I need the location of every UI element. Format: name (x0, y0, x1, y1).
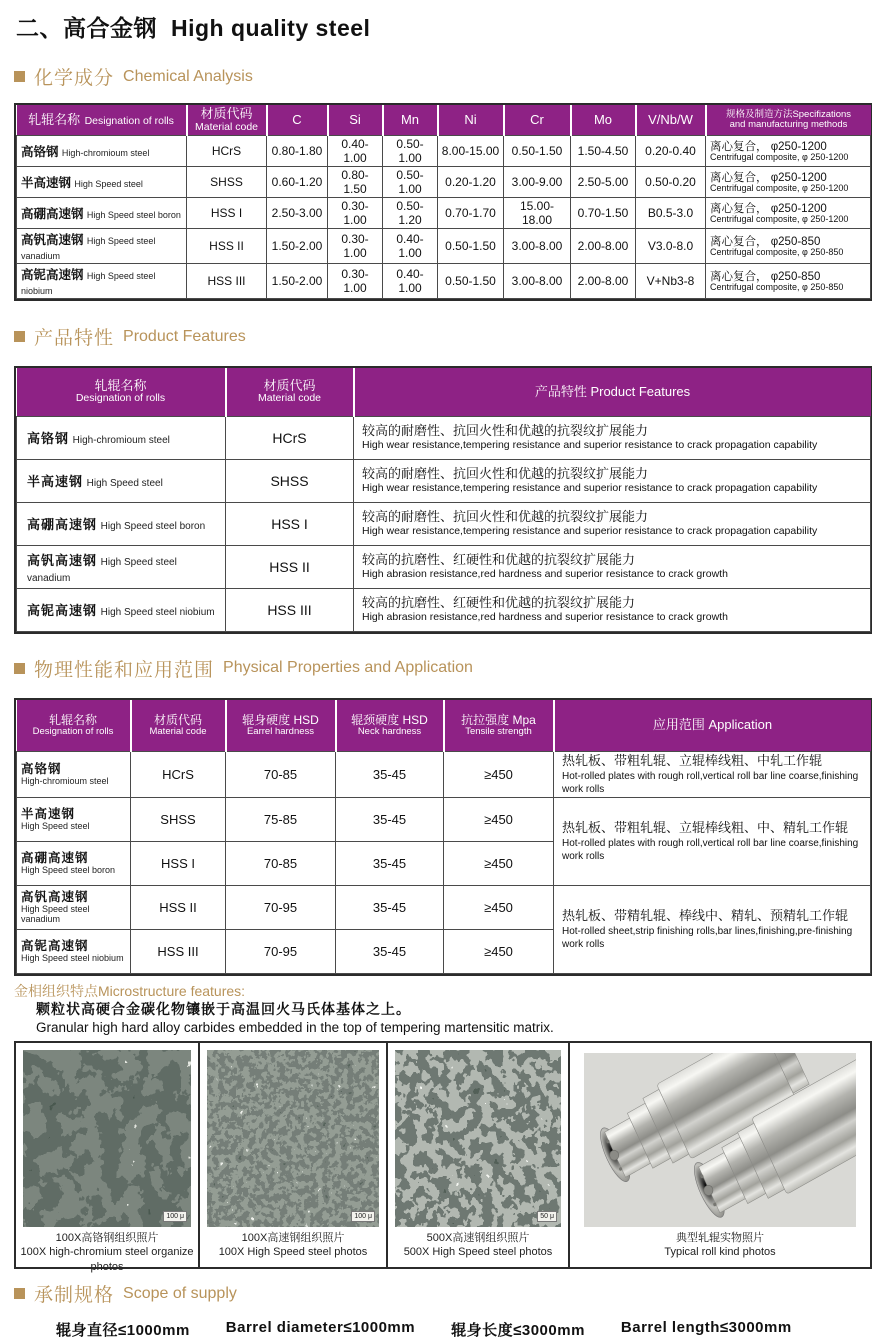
chemical-analysis-table (14, 103, 872, 301)
section-features-zh: 产品特性 (34, 328, 115, 350)
header-tensile-strength: 抗拉强度 Mpa Tensile strength (444, 700, 554, 752)
section-chemical-zh: 化学成分 (34, 68, 115, 89)
micrograph-texture (207, 1050, 379, 1227)
photo-strip (14, 1041, 872, 1273)
section-features-en: Product Features (123, 327, 246, 345)
scale-bar-label: 100 μ (163, 1211, 187, 1222)
header-mn: Mn (383, 105, 438, 136)
photo-caption: 100X高铬钢组织照片 100X high-chromium steel organize photos (20, 1232, 194, 1273)
page-title (16, 10, 872, 43)
header-cr: Cr (504, 105, 571, 136)
photo-caption: 100X高速钢组织照片 100X High Speed steel photos (218, 1232, 368, 1259)
table-row: 高铌高速钢 High Speed steel niobium HSS III 较高的抗磨性、红硬性和优越的抗裂纹扩展能力 High abrasion resistance,red hardness and superior resistance to crack growth (17, 588, 871, 631)
section-supply-en: Scope of supply (123, 1284, 237, 1302)
table-header-row (17, 105, 871, 136)
application-cell: 热轧板、带精轧辊、棒线中、精轧、预精轧工作辊 Hot-rolled sheet,strip finishing rolls,bar lines,finishing,pre-finishing work rolls (554, 886, 871, 974)
barrel-length-zh: 辊身长度≤3000mm (451, 1322, 585, 1340)
catalog-page (0, 10, 886, 1340)
table-row: 半高速钢 High Speed steel SHSS 75-85 35-45 ≥450 热轧板、带粗轧辊、立辊棒线粗、中、精轧工作辊 Hot-rolled plates with rough roll,vertical roll bar line coarse,finishing work rolls (17, 798, 871, 842)
section-physical-zh: 物理性能和应用范围 (34, 659, 215, 681)
table-row: 高铬钢 High-chromioum steel HCrS 70-85 35-45 ≥450 热轧板、带粗轧辊、立辊棒线粗、中轧工作辊 Hot-rolled plates with rough roll,vertical roll bar line coarse,finishing work rolls (17, 752, 871, 798)
header-designation: 轧辊名称 Designation of rolls (17, 368, 226, 416)
header-mo: Mo (571, 105, 636, 136)
microstructure-title: 金相组织特点Microstructure features: (14, 983, 246, 1000)
roll-photo (584, 1053, 856, 1227)
table-row: 半高速钢 High Speed steel SHSS 0.60-1.20 0.80-1.50 0.50-1.00 0.20-1.20 3.00-9.00 2.50-5.00 0.50-0.20 离心复合， φ250-1200 Centrifugal composite, φ 250-1200 (17, 167, 871, 198)
section-bullet-icon (14, 663, 25, 674)
table-header-row (17, 700, 871, 752)
micrograph-texture (395, 1050, 561, 1227)
header-vnbw: V/Nb/W (636, 105, 706, 136)
table-row: 高钒高速钢 High Speed steel vanadium HSS II 较高的抗磨性、红硬性和优越的抗裂纹扩展能力 High abrasion resistance,red hardness and superior resistance to crack growth (17, 545, 871, 588)
photo-panel-3 (386, 1043, 568, 1267)
section-header-physical (14, 655, 872, 682)
table-row: 高铬钢 High-chromioum steel HCrS 0.80-1.80 0.40-1.00 0.50-1.00 8.00-15.00 0.50-1.50 1.50-4.50 0.20-0.40 离心复合， φ250-1200 Centrifugal composite, φ 250-1200 (17, 136, 871, 167)
header-material-code: 材质代码 Material code (226, 368, 354, 416)
application-cell: 热轧板、带粗轧辊、立辊棒线粗、中轧工作辊 Hot-rolled plates with rough roll,vertical roll bar line coarse,finishing work rolls (554, 752, 871, 798)
header-features: 产品特性 Product Features (354, 368, 871, 416)
page-title-zh: 二、高合金钢 (16, 15, 157, 41)
section-physical-en: Physical Properties and Application (223, 659, 473, 677)
section-chemical-en: Chemical Analysis (123, 67, 253, 85)
section-bullet-icon (14, 331, 25, 342)
section-bullet-icon (14, 1288, 25, 1299)
table-row: 高硼高速钢 High Speed steel boron HSS I 2.50-3.00 0.30-1.00 0.50-1.20 0.70-1.70 15.00-18.00 0.70-1.50 B0.5-3.0 离心复合， φ250-1200 Centrifugal composite, φ 250-1200 (17, 198, 871, 229)
photo-panel-4 (568, 1043, 870, 1267)
barrel-length-en: Barrel length≤3000mm (620, 1319, 792, 1337)
photo-caption: 典型轧辊实物照片 Typical roll kind photos (664, 1232, 776, 1259)
header-si: Si (328, 105, 383, 136)
table-row: 高铌高速钢 High Speed steel niobium HSS III 1.50-2.00 0.30-1.00 0.40-1.00 0.50-1.50 3.00-8.00 2.00-8.00 V+Nb3-8 离心复合， φ250-850 Centrifugal composite, φ 250-850 (17, 264, 871, 299)
table-row: 高钒高速钢 High Speed steel vanadium HSS II 1.50-2.00 0.30-1.00 0.40-1.00 0.50-1.50 3.00-8.00 2.00-8.00 V3.0-8.0 离心复合， φ250-850 Centrifugal composite, φ 250-850 (17, 229, 871, 264)
header-barrel-hardness: 辊身硬度 HSD Earrel hardness (226, 700, 336, 752)
table-row: 高硼高速钢 High Speed steel boron HSS I 较高的耐磨性、抗回火性和优越的抗裂纹扩展能力 High wear resistance,tempering resistance and superior resistance to crack propagation capability (17, 502, 871, 545)
micrograph-image-2 (207, 1050, 379, 1227)
section-header-features (14, 323, 872, 350)
micrograph-image-3 (395, 1050, 561, 1227)
table-row: 高钒高速钢 High Speed steel vanadium HSS II 70-95 35-45 ≥450 热轧板、带精轧辊、棒线中、精轧、预精轧工作辊 Hot-rolled sheet,strip finishing rolls,bar lines,finishing,pre-finishing work rolls (17, 886, 871, 930)
product-features-table (14, 366, 872, 634)
section-bullet-icon (14, 71, 25, 82)
micrograph-texture (23, 1050, 191, 1227)
table-row: 高铌高速钢 High Speed steel niobium HSS III 70-95 35-45 ≥450 (17, 930, 871, 974)
section-header-supply (14, 1280, 872, 1307)
header-material-code: 材质代码 Material code (187, 105, 267, 136)
section-header-chemical (14, 63, 872, 90)
table-row: 高铬钢 High-chromioum steel HCrS 较高的耐磨性、抗回火性和优越的抗裂纹扩展能力 High wear resistance,tempering resistance and superior resistance to crack propagation capability (17, 416, 871, 459)
micrograph-image-1 (23, 1050, 191, 1227)
header-neck-hardness: 辊颈硬度 HSD Neck hardness (336, 700, 444, 752)
photo-panel-1 (16, 1043, 198, 1273)
photo-caption: 500X高速钢组织照片 500X High Speed steel photos (403, 1232, 553, 1259)
barrel-diameter-en: Barrel diameter≤1000mm (225, 1319, 416, 1337)
header-specs: 规格及制造方法Specifizations and manufacturing methods (706, 105, 871, 136)
microstructure-zh: 颗粒状高硬合金碳化物镶嵌于高温回火马氏体基体之上。 (36, 1001, 411, 1018)
photo-panel-2 (198, 1043, 386, 1267)
scale-bar-label: 100 μ (351, 1211, 375, 1222)
header-ni: Ni (438, 105, 504, 136)
scope-of-supply-values (56, 1319, 872, 1340)
header-c: C (267, 105, 328, 136)
microstructure-notes (14, 982, 872, 1036)
application-cell: 热轧板、带粗轧辊、立辊棒线粗、中、精轧工作辊 Hot-rolled plates with rough roll,vertical roll bar line coarse,finishing work rolls (554, 798, 871, 886)
microstructure-en: Granular high hard alloy carbides embedded in the top of tempering martensitic matrix. (36, 1019, 554, 1035)
barrel-diameter-zh: 辊身直径≤1000mm (56, 1322, 190, 1340)
header-designation: 轧辊名称 Designation of rolls (17, 700, 131, 752)
table-row: 半高速钢 High Speed steel SHSS 较高的耐磨性、抗回火性和优越的抗裂纹扩展能力 High wear resistance,tempering resistance and superior resistance to crack propagation capability (17, 459, 871, 502)
header-material-code: 材质代码 Material code (131, 700, 226, 752)
table-row: 高硼高速钢 High Speed steel boron HSS I 70-85 35-45 ≥450 (17, 842, 871, 886)
header-application: 应用范围 Application (554, 700, 871, 752)
header-designation: 轧辊名称 Designation of rolls (17, 105, 187, 136)
roll-illustration (584, 1053, 856, 1227)
scale-bar-label: 50 μ (537, 1211, 557, 1222)
physical-properties-table (14, 698, 872, 976)
page-title-en: High quality steel (171, 15, 371, 41)
section-supply-zh: 承制规格 (34, 1285, 115, 1307)
table-header-row (17, 368, 871, 416)
